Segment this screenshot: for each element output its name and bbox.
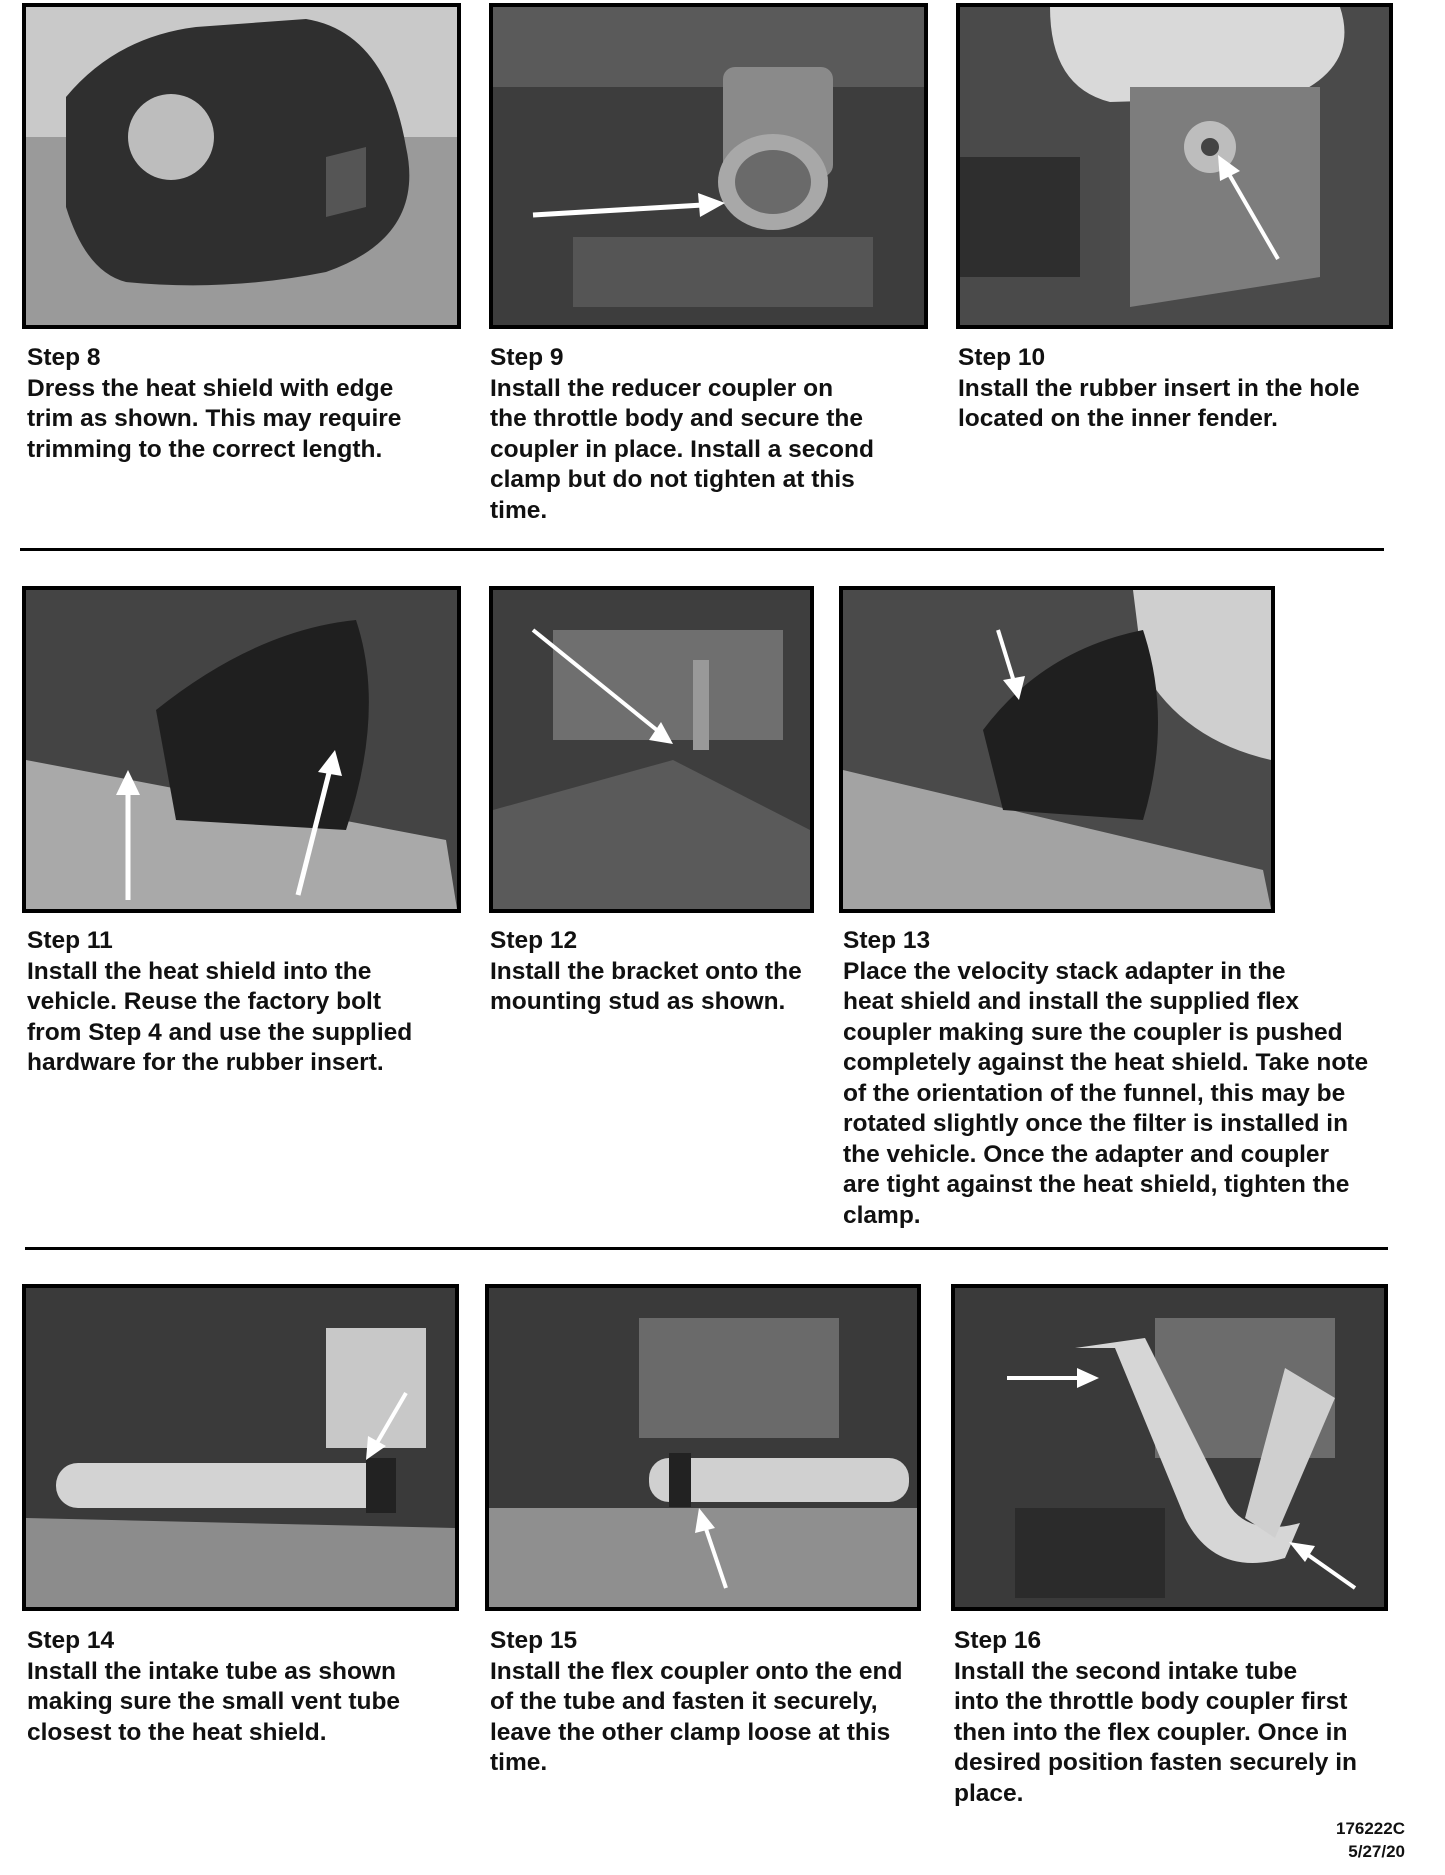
section-divider: [25, 1247, 1388, 1250]
step-title: Step 8: [27, 344, 101, 371]
step-title: Step 16: [954, 1627, 1042, 1654]
step-11: [27, 926, 412, 1079]
step-10-photo: [956, 3, 1393, 329]
step-14: [27, 1626, 400, 1748]
flex-coupler-tube-image: [489, 1288, 917, 1607]
step-12-photo: [489, 586, 814, 913]
step-9: [490, 343, 874, 526]
step-instruction: Install the second intake tube into the throttle body coupler first then into the flex coupler. Once in desired position fasten securely in place.: [954, 1657, 1358, 1807]
step-instruction: Install the rubber insert in the hole located on the inner fender.: [958, 374, 1360, 432]
step-14-photo: [22, 1284, 459, 1611]
part-number: 176222C: [1335, 1819, 1405, 1838]
step-title: Step 10: [958, 344, 1046, 371]
heat-shield-image: [26, 7, 457, 325]
heat-shield-installed-image: [26, 590, 457, 909]
throttle-body-image: [493, 7, 924, 325]
step-13: [843, 926, 1368, 1231]
step-instruction: Install the bracket onto the mounting stud as shown.: [490, 957, 802, 1015]
step-title: Step 14: [27, 1627, 115, 1654]
step-instruction: Install the intake tube as shown making sure the small vent tube closest to the heat shield.: [27, 1657, 401, 1746]
step-13-photo: [839, 586, 1275, 913]
step-8: [27, 343, 401, 465]
step-title: Step 15: [490, 1627, 578, 1654]
revision-date: 5/27/20: [1348, 1842, 1405, 1861]
step-instruction: Install the flex coupler onto the end of the tube and fasten it securely, leave the other clamp loose at this time.: [490, 1657, 903, 1776]
step-16-photo: [951, 1284, 1388, 1611]
step-instruction: Dress the heat shield with edge trim as shown. This may require trimming to the correct length.: [27, 374, 402, 463]
step-9-photo: [489, 3, 928, 329]
step-15: [490, 1626, 902, 1779]
step-8-photo: [22, 3, 461, 329]
velocity-stack-image: [843, 590, 1271, 909]
bracket-stud-image: [493, 590, 810, 909]
inner-fender-image: [960, 7, 1389, 325]
section-divider: [20, 548, 1384, 551]
intake-tube-image: [26, 1288, 455, 1607]
step-title: Step 13: [843, 927, 931, 954]
step-16: [954, 1626, 1357, 1809]
step-15-photo: [485, 1284, 921, 1611]
step-10: [958, 343, 1360, 435]
second-intake-tube-image: [955, 1288, 1384, 1607]
step-instruction: Place the velocity stack adapter in the heat shield and install the supplied flex coupler making sure the coupler is pushed completely against the heat shield. Take note of the orientation of the funnel, this may be rotated slightly once the filter is installed in the vehicle. Once the adapter and coupler are tight against the heat shield, tighten the clamp.: [843, 957, 1369, 1229]
document-footer: [1336, 1817, 1405, 1863]
step-title: Step 9: [490, 344, 564, 371]
step-11-photo: [22, 586, 461, 913]
step-12: [490, 926, 802, 1018]
step-title: Step 11: [27, 927, 113, 954]
step-title: Step 12: [490, 927, 578, 954]
step-instruction: Install the reducer coupler on the throttle body and secure the coupler in place. Install a second clamp but do not tighten at this time.: [490, 374, 874, 524]
step-instruction: Install the heat shield into the vehicle. Reuse the factory bolt from Step 4 and use the supplied hardware for the rubber insert.: [27, 957, 413, 1076]
